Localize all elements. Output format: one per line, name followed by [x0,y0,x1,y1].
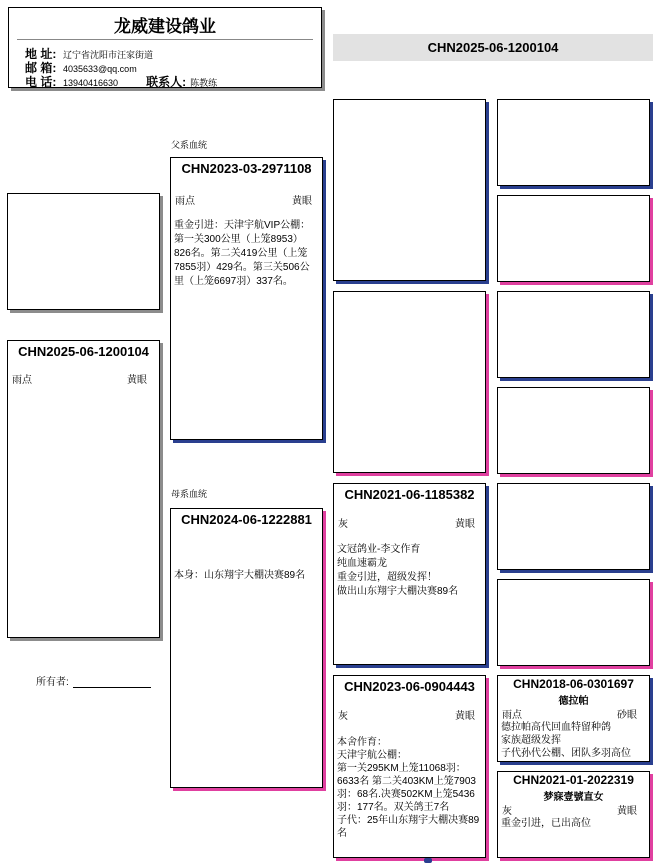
sire-card [170,157,323,440]
sire-section-label: 父系血统 [171,140,208,150]
g4-a-color: 雨点 [502,710,522,721]
owner-field [36,673,151,688]
dam-dam-description [337,736,481,840]
sire-eye: 黄眼 [292,196,312,207]
dam-sire-description [337,543,481,599]
header-divider [17,39,313,40]
dam-dam-ring-number: CHN2023-06-0904443 [344,679,475,694]
g4-card-2 [497,195,650,282]
dam-sire-ring-number: CHN2021-06-1185382 [344,487,475,502]
desc-line: 做出山东翔宇大棚决赛89名 [337,586,459,597]
g4-a-description [501,721,645,760]
g4-b-ring-number: CHN2021-01-2022319 [513,773,634,787]
contact-value: 陈教练 [190,78,218,88]
g4-b-color: 灰 [502,806,512,817]
g4-a-name: 德拉帕 [558,696,589,707]
subject-attributes [12,371,147,386]
g4-b-eye: 黄眼 [617,806,637,817]
dam-ring-number: CHN2024-06-1222881 [181,512,312,527]
dam-card [170,508,323,788]
desc-line: 德拉帕高代回血特留种鸽 [501,722,611,733]
sire-ring-number: CHN2023-03-2971108 [181,161,312,176]
page-mark [424,858,432,863]
sire-color: 雨点 [175,196,195,207]
desc-line: 家族超级发挥 [501,735,561,746]
dam-section-label: 母系血统 [171,489,208,499]
breeder-info-card [8,7,322,88]
sire-dam-card [333,291,486,473]
g4-card-4 [497,387,650,474]
desc-line: 重金引进，已出高位 [501,818,591,829]
desc-line: 子代孙代公棚、团队多羽高位 [501,748,631,759]
pigeon-id-banner: CHN2025-06-1200104 [333,34,653,61]
desc-line: 文冠鸽业-李文作育 [337,544,421,555]
subject-card [7,340,160,638]
dam-dam-eye: 黄眼 [455,711,475,722]
dam-dam-attributes [338,707,475,722]
g4-b-name: 梦寐壹號直女 [543,792,604,803]
dam-sire-eye: 黄眼 [455,519,475,530]
g4-a-eye: 砂眼 [617,710,637,721]
sire-sire-card [333,99,486,281]
contact-label: 联系人: [146,75,187,89]
email-value: 4035633@qq.com [63,64,137,74]
desc-line: 第一关295KM上笼11068羽：6633名 第二关403KM上笼7903羽：68名.决赛502KM上笼5436羽：177名。双关鸽王7名 [337,763,476,813]
subject-ring-number: CHN2025-06-1200104 [18,344,149,359]
phone-label: 电 话: [25,75,57,89]
dam-dam-card [333,675,486,858]
g4-card-8 [497,771,650,858]
breeder-name: 龙威建设鸽业 [114,17,216,37]
g4-card-1 [497,99,650,186]
desc-line: 重金引进，超级发挥！ [337,572,437,583]
g4-card-3 [497,291,650,378]
desc-line: 子代：25年山东翔宇大棚决赛89名 [337,815,480,839]
desc-line: 纯血速霸龙 [337,558,387,569]
desc-line: 天津宇航公棚： [337,750,407,761]
address-label: 地 址: [25,47,57,61]
g4-card-6 [497,579,650,666]
phone-value: 13940416630 [63,78,119,88]
g4-b-attributes [502,802,637,817]
g4-b-description [501,817,645,831]
desc-line: 本舍作育： [337,737,387,748]
sire-description: 重金引进：天津宇航VIP公棚：第一关300公里（上笼8953）826名。第二关419公里（上笼7855羽）429名。第三关506公里（上笼6697羽）337名。 [174,220,311,287]
g4-a-attributes [502,706,637,721]
subject-color: 雨点 [12,375,32,386]
dam-dam-color: 灰 [338,711,348,722]
g4-card-5 [497,483,650,570]
g4-card-7 [497,675,650,762]
pigeon-photo-frame [7,193,160,310]
subject-eye: 黄眼 [127,375,147,386]
owner-label: 所有者: [36,677,69,688]
g4-a-ring-number: CHN2018-06-0301697 [513,677,634,691]
owner-signature-line [73,687,151,688]
dam-description: 本身：山东翔宇大棚决赛89名 [174,570,306,581]
dam-sire-attributes [338,515,475,530]
address-value: 辽宁省沈阳市汪家街道 [63,50,154,60]
phone-row [25,73,217,90]
dam-sire-card [333,483,486,665]
sire-attributes [175,192,312,207]
email-label: 邮 箱: [25,61,57,75]
dam-sire-color: 灰 [338,519,348,530]
